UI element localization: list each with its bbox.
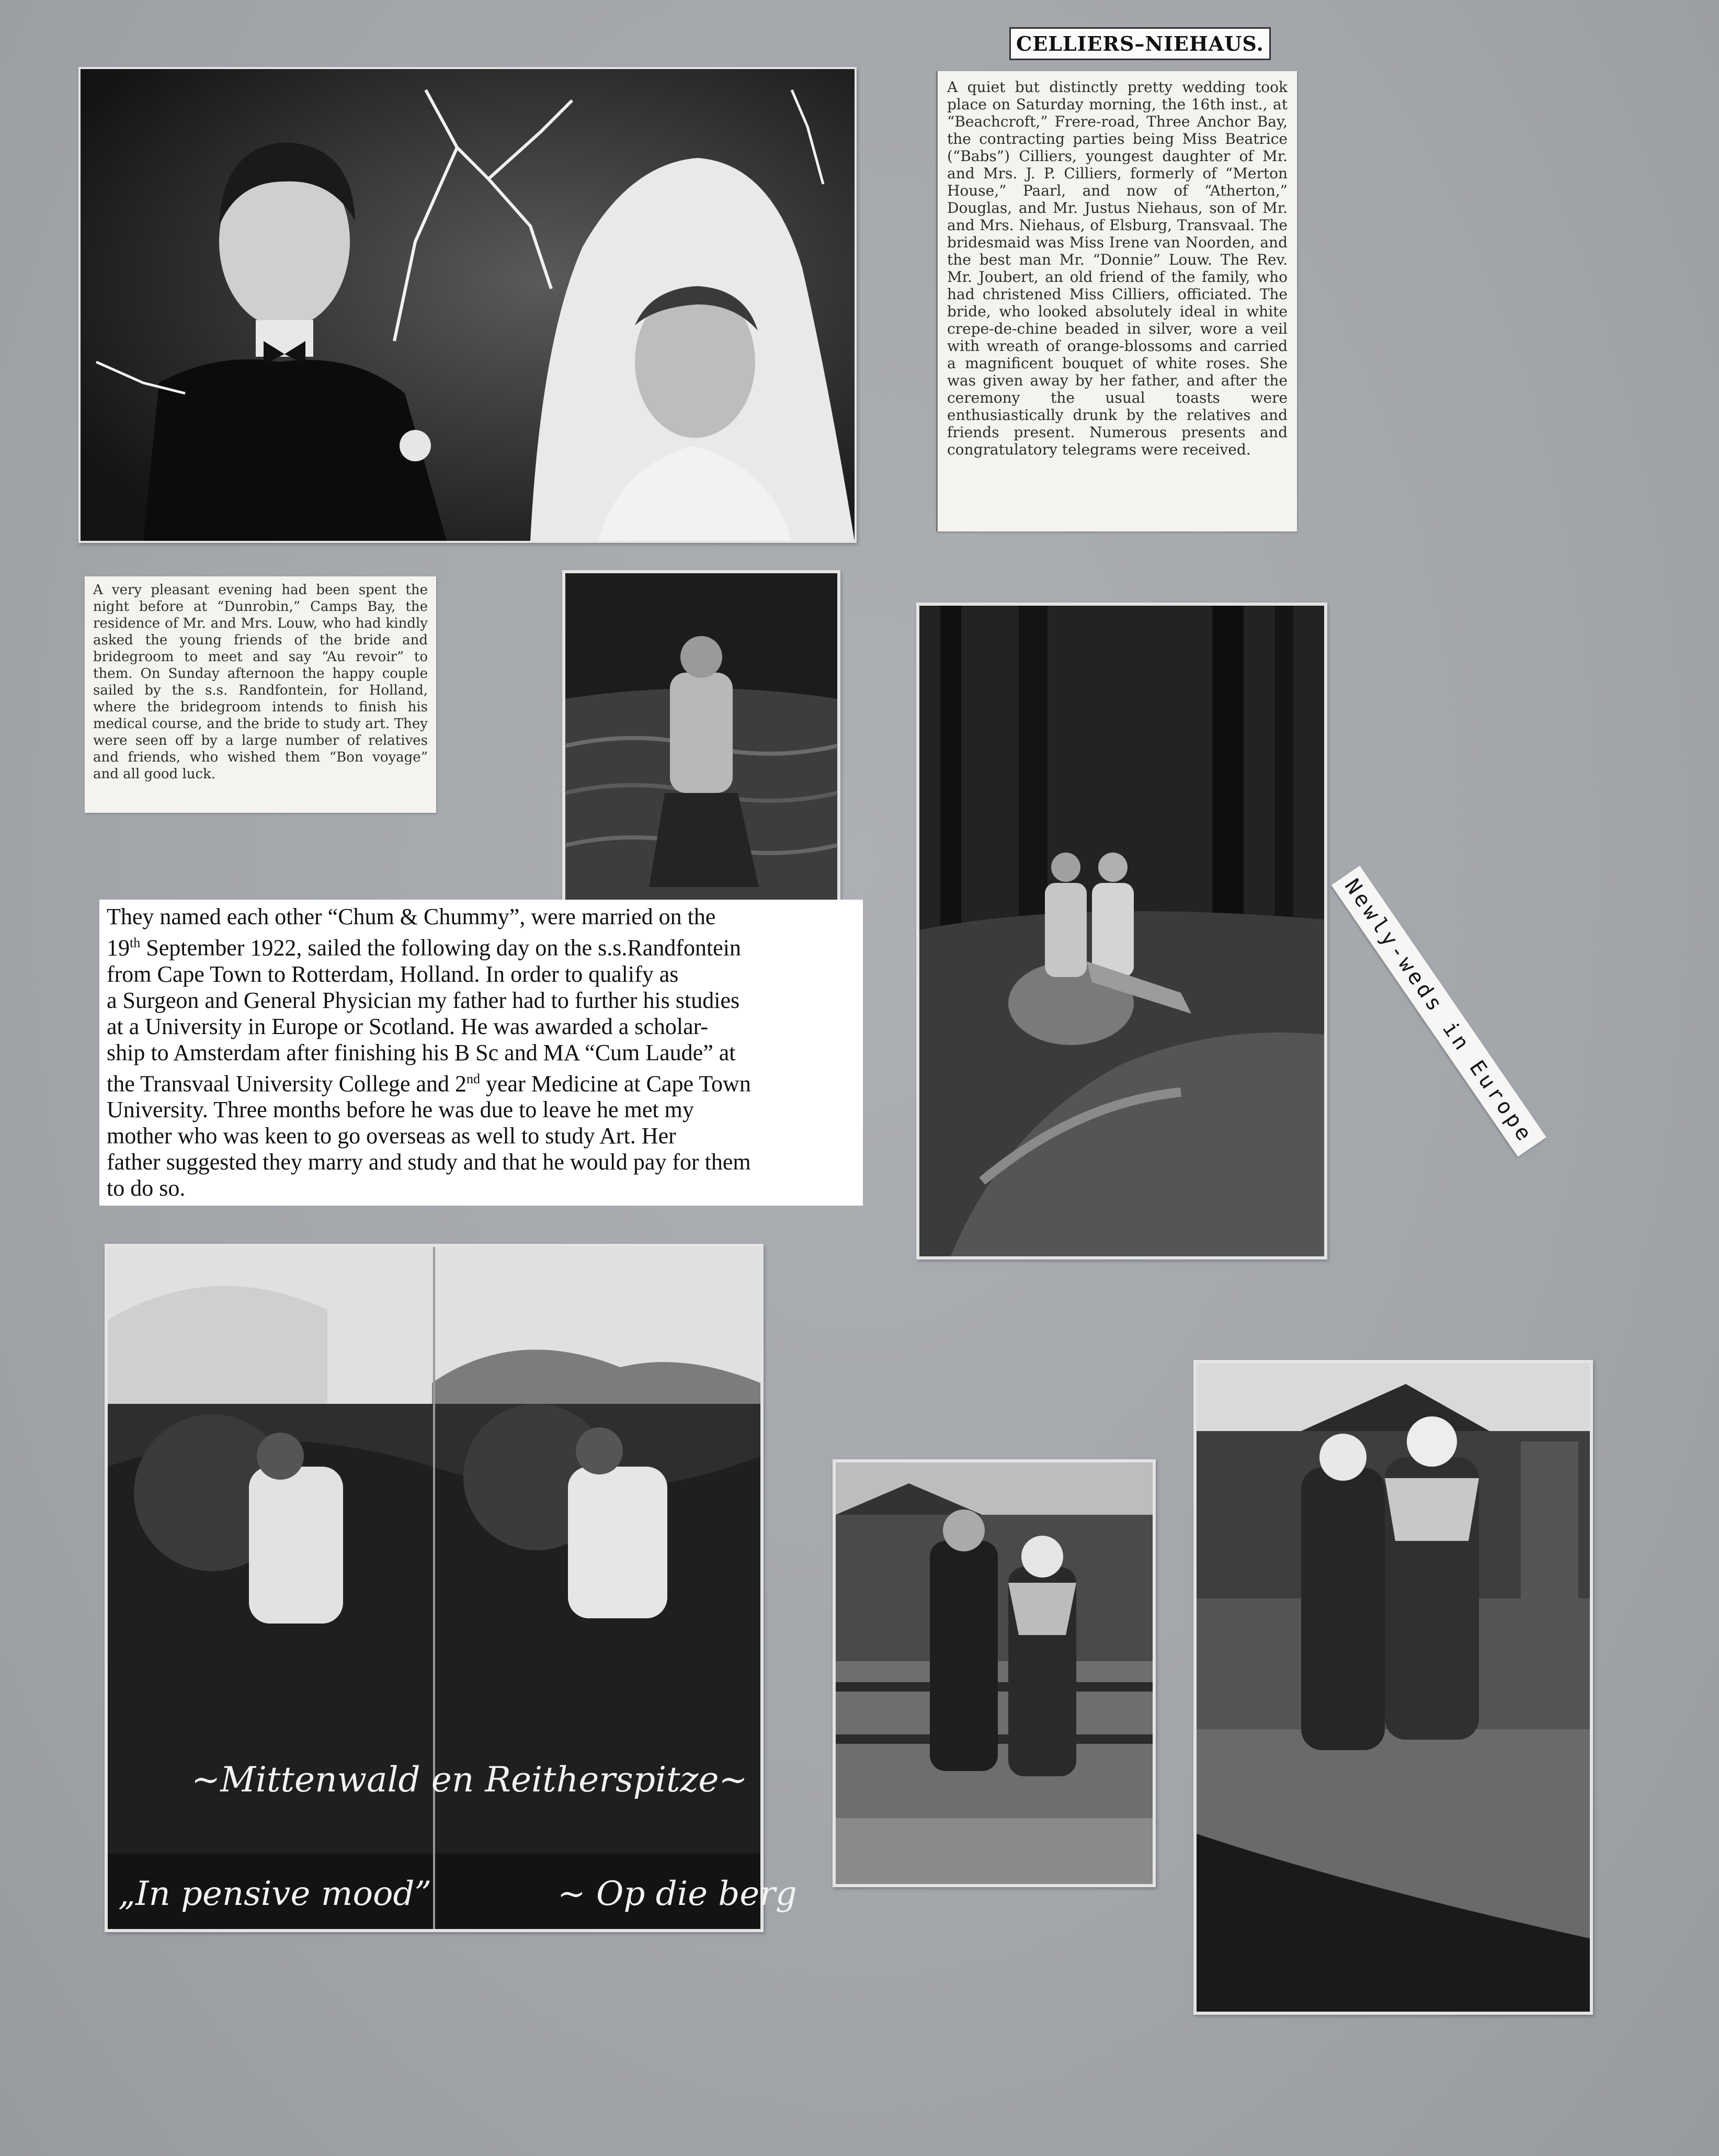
story-date-day: 19 bbox=[107, 935, 130, 961]
story-line-7 bbox=[107, 1066, 856, 1097]
clipping-title: CELLIERS–NIEHAUS. bbox=[1009, 27, 1271, 60]
postcard-caption-left: „In pensive mood” bbox=[118, 1875, 432, 1913]
story-date-suffix: th bbox=[130, 935, 141, 950]
story-line-9: mother who was keen to go overseas as well to study Art. Her bbox=[107, 1123, 676, 1149]
postcard-caption-top: ~Mittenwald en Reitherspitze~ bbox=[191, 1760, 748, 1800]
story-line-6: ship to Amsterdam after finishing his B Sc and MA “Cum Laude” at bbox=[107, 1039, 736, 1065]
farewell-clipping bbox=[85, 576, 436, 813]
story-line-10: father suggested they marry and study and that he would pay for them bbox=[107, 1149, 751, 1175]
dutch-costume-small-photo bbox=[833, 1459, 1156, 1887]
story-line-11: to do so. bbox=[107, 1175, 186, 1201]
newly-weds-label: Newly-weds in Europe bbox=[1331, 866, 1546, 1156]
story-year-suffix: nd bbox=[466, 1071, 481, 1086]
story-line-1: They named each other “Chum & Chummy”, were married on the bbox=[107, 904, 716, 929]
story-line-4: a Surgeon and General Physician my father had to further his studies bbox=[107, 987, 740, 1013]
story-date-rest: September 1922, sailed the following day on the s.s.Randfontein bbox=[140, 935, 741, 961]
wedding-clipping-text: A quiet but distinctly pretty wedding took place on Saturday morning, the 16th inst., at “Beachcroft,” Frere-road, Three Anchor Bay, the contracting parties being Miss Beatrice (“Babs”) Cilliers, youngest daughter of Mr. and Mrs. J. P. Cilliers, formerly of “Merton House,” Paarl, and now of “Atherton,” Douglas, and Mr. Justus Niehaus, son of Mr. and Mrs. Niehaus, of Elsburg, Transvaal. The bridesmaid was Miss Irene van Noorden, and the best man Mr. “Donnie” Louw. The Rev. Mr. Joubert, an old friend of the family, who had christened Miss Cilliers, officiated. The bride, who looked absolutely ideal in white crepe-de-chine beaded in silver, wore a veil with wreath of orange-blossoms and carried a magnificent bouquet of white roses. She was given away by her father, and after the ceremony the usual toasts were enthusiastically drunk by the relatives and friends present. Numerous presents and congratulatory telegrams were received. bbox=[947, 78, 1288, 458]
story-line-5: at a University in Europe or Scotland. He was awarded a scholar- bbox=[107, 1013, 709, 1039]
story-line-2 bbox=[107, 930, 856, 961]
couple-in-forest-photo bbox=[916, 603, 1327, 1259]
farewell-clipping-text: A very pleasant evening had been spent the night before at “Dunrobin,” Camps Bay, the residence of Mr. and Mrs. Louw, who had kindly asked the young friends of the bride and bridegroom to meet and say “Au revoir” to them. On Sunday afternoon the happy couple sailed by the s.s. Randfontein, for Holland, where the bridegroom intends to finish his medical course, and the bride to study art. They were seen off by a large number of relatives and friends, who wished them “Bon voyage” and all good luck. bbox=[93, 582, 428, 782]
mittenwald-postcard-photo bbox=[105, 1244, 797, 1932]
man-by-water-photo bbox=[562, 570, 840, 906]
story-year-rest: year Medicine at Cape Town bbox=[480, 1071, 751, 1097]
story-line-8: University. Three months before he was due to leave he met my bbox=[107, 1097, 694, 1123]
postcard-caption-right: ~ Op die berg bbox=[557, 1875, 797, 1913]
wedding-portrait-photo bbox=[78, 67, 857, 543]
dutch-costume-large-photo bbox=[1193, 1360, 1593, 2015]
wedding-clipping bbox=[936, 71, 1297, 531]
story-year-pre: the Transvaal University College and 2 bbox=[107, 1071, 467, 1097]
story-line-3: from Cape Town to Rotterdam, Holland. In order to qualify as bbox=[107, 961, 679, 987]
family-story-text bbox=[99, 900, 863, 1206]
